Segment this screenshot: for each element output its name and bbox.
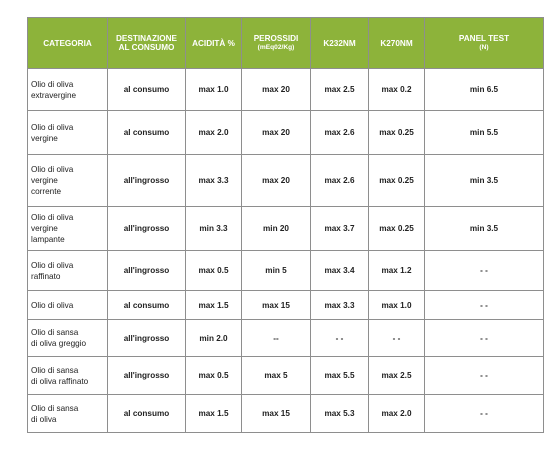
k270-cell: - - bbox=[369, 320, 425, 357]
category-line: Olio di oliva bbox=[31, 300, 74, 310]
k270-cell: max 0.25 bbox=[369, 207, 425, 251]
category-line: corrente bbox=[31, 187, 62, 196]
category-cell bbox=[28, 111, 108, 155]
perossidi-cell: min 20 bbox=[242, 207, 311, 251]
category-line: Olio di oliva bbox=[31, 79, 74, 89]
k270-cell: max 1.0 bbox=[369, 291, 425, 320]
category-line: Olio di sansa bbox=[31, 328, 79, 337]
category-line: Olio di sansa bbox=[31, 365, 79, 375]
k270-cell: max 2.5 bbox=[369, 357, 425, 395]
category-cell bbox=[28, 320, 108, 357]
panel-cell: - - bbox=[425, 291, 544, 320]
category-cell bbox=[28, 291, 108, 320]
perossidi-cell: min 5 bbox=[242, 251, 311, 291]
column-header-label: PANEL TEST bbox=[458, 34, 510, 43]
table-row bbox=[28, 357, 544, 395]
acidita-cell: min 3.3 bbox=[186, 207, 242, 251]
table-row bbox=[28, 207, 544, 251]
column-header-k270 bbox=[369, 18, 425, 69]
k232-cell: max 5.3 bbox=[311, 395, 369, 433]
acidita-cell: max 0.5 bbox=[186, 251, 242, 291]
k232-cell: max 5.5 bbox=[311, 357, 369, 395]
column-header-panel bbox=[425, 18, 544, 69]
acidita-cell: max 0.5 bbox=[186, 357, 242, 395]
acidita-cell: max 1.0 bbox=[186, 69, 242, 111]
category-line: di oliva greggio bbox=[31, 339, 87, 348]
category-cell bbox=[28, 155, 108, 207]
column-header-perossidi bbox=[242, 18, 311, 69]
column-header-unit: (mEq02/Kg) bbox=[257, 44, 295, 51]
category-cell bbox=[28, 395, 108, 433]
acidita-cell: max 3.3 bbox=[186, 155, 242, 207]
column-header-k232 bbox=[311, 18, 369, 69]
category-line: Olio di oliva bbox=[31, 260, 74, 270]
column-header-label: ACIDITÀ % bbox=[192, 38, 235, 48]
category-line: vergine bbox=[31, 176, 58, 185]
k270-cell: max 0.25 bbox=[369, 155, 425, 207]
category-cell bbox=[28, 357, 108, 395]
column-header-label: CATEGORIA bbox=[43, 38, 92, 48]
column-header-categoria bbox=[28, 18, 108, 69]
k270-cell: max 0.25 bbox=[369, 111, 425, 155]
column-header-acidita bbox=[186, 18, 242, 69]
header-row bbox=[28, 18, 544, 69]
destinazione-cell: all'ingrosso bbox=[108, 155, 186, 207]
column-header-label: K232NM bbox=[323, 38, 356, 48]
k270-cell: max 0.2 bbox=[369, 69, 425, 111]
table-header bbox=[28, 18, 544, 69]
category-line: vergine bbox=[31, 224, 58, 233]
panel-cell: - - bbox=[425, 395, 544, 433]
perossidi-cell: max 5 bbox=[242, 357, 311, 395]
k232-cell: max 3.4 bbox=[311, 251, 369, 291]
table-body bbox=[28, 69, 544, 433]
category-line: Olio di oliva bbox=[31, 213, 74, 222]
category-line: di oliva raffinato bbox=[31, 376, 89, 386]
perossidi-cell: max 20 bbox=[242, 155, 311, 207]
k232-cell: max 2.5 bbox=[311, 69, 369, 111]
panel-cell: - - bbox=[425, 320, 544, 357]
panel-cell: min 3.5 bbox=[425, 155, 544, 207]
destinazione-cell: al consumo bbox=[108, 111, 186, 155]
perossidi-cell: -- bbox=[242, 320, 311, 357]
acidita-cell: max 1.5 bbox=[186, 291, 242, 320]
panel-cell: min 6.5 bbox=[425, 69, 544, 111]
perossidi-cell: max 20 bbox=[242, 111, 311, 155]
table-row bbox=[28, 111, 544, 155]
k232-cell: max 3.7 bbox=[311, 207, 369, 251]
destinazione-cell: al consumo bbox=[108, 395, 186, 433]
column-header-label: DESTINAZIONE AL CONSUMO bbox=[116, 34, 177, 52]
k232-cell: - - bbox=[311, 320, 369, 357]
olive-oil-classification-table bbox=[27, 17, 544, 433]
category-line: lampante bbox=[31, 235, 65, 244]
k232-cell: max 2.6 bbox=[311, 155, 369, 207]
column-header-label: K270NM bbox=[380, 38, 413, 48]
panel-cell: min 3.5 bbox=[425, 207, 544, 251]
category-cell bbox=[28, 69, 108, 111]
column-header-unit: (N) bbox=[479, 44, 489, 51]
acidita-cell: max 2.0 bbox=[186, 111, 242, 155]
table-row bbox=[28, 251, 544, 291]
table-row bbox=[28, 291, 544, 320]
category-line: Olio di oliva bbox=[31, 122, 74, 132]
destinazione-cell: al consumo bbox=[108, 69, 186, 111]
destinazione-cell: all'ingrosso bbox=[108, 207, 186, 251]
category-cell bbox=[28, 251, 108, 291]
category-line: vergine bbox=[31, 133, 58, 143]
destinazione-cell: all'ingrosso bbox=[108, 251, 186, 291]
table-row bbox=[28, 320, 544, 357]
column-header-label: PEROSSIDI bbox=[253, 34, 299, 43]
destinazione-cell: al consumo bbox=[108, 291, 186, 320]
table-row bbox=[28, 69, 544, 111]
panel-cell: - - bbox=[425, 357, 544, 395]
panel-cell: - - bbox=[425, 251, 544, 291]
k232-cell: max 3.3 bbox=[311, 291, 369, 320]
k232-cell: max 2.6 bbox=[311, 111, 369, 155]
acidita-cell: max 1.5 bbox=[186, 395, 242, 433]
category-line: raffinato bbox=[31, 271, 61, 281]
table-row bbox=[28, 395, 544, 433]
category-line: extravergine bbox=[31, 90, 77, 100]
destinazione-cell: all'ingrosso bbox=[108, 357, 186, 395]
k270-cell: max 1.2 bbox=[369, 251, 425, 291]
category-line: Olio di sansa bbox=[31, 403, 79, 413]
panel-cell: min 5.5 bbox=[425, 111, 544, 155]
column-header-destinazione bbox=[108, 18, 186, 69]
category-cell bbox=[28, 207, 108, 251]
perossidi-cell: max 20 bbox=[242, 69, 311, 111]
table-row bbox=[28, 155, 544, 207]
perossidi-cell: max 15 bbox=[242, 395, 311, 433]
perossidi-cell: max 15 bbox=[242, 291, 311, 320]
acidita-cell: min 2.0 bbox=[186, 320, 242, 357]
k270-cell: max 2.0 bbox=[369, 395, 425, 433]
category-line: di oliva bbox=[31, 414, 57, 424]
destinazione-cell: all'ingrosso bbox=[108, 320, 186, 357]
category-line: Olio di oliva bbox=[31, 165, 74, 174]
